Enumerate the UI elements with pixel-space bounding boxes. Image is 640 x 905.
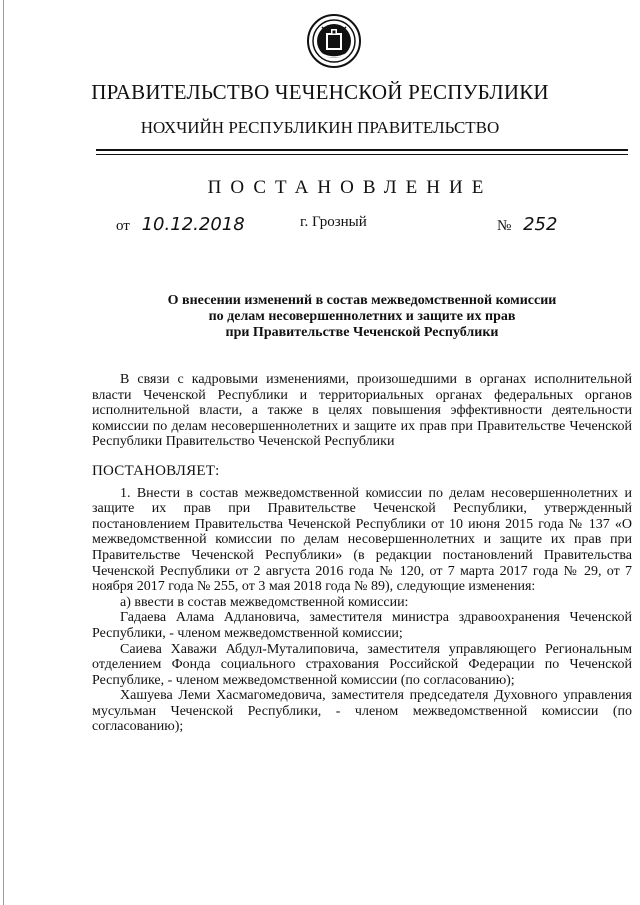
- heading-line-2: по делам несовершеннолетних и защите их прав: [208, 309, 516, 324]
- number-value: 252: [523, 214, 558, 235]
- coat-of-arms-icon: [306, 13, 362, 69]
- document-city: г. Грозный: [300, 214, 367, 230]
- date-value: 10.12.2018: [141, 214, 245, 235]
- heading-line-3: при Правительстве Чеченской Республики: [225, 325, 499, 340]
- number-label: №: [497, 218, 512, 234]
- preamble-paragraph: В связи с кадровыми изменениями, произошедшими в органах исполнительной власти Чеченской Республики и территориальных органах федеральных органов исполнительной власти, а также в целях повышения эффективности деятельности комиссии по делам несовершеннолетних и защите их прав при Правительстве Чеченской Республики Правительство Чеченской Республики: [92, 372, 632, 450]
- member-paragraph-2: Саиева Хаважи Абдул-Муталиповича, заместителя управляющего Региональным отделением Фонда социального страхования Российской Федерации по Чеченской Республике, - членом межведомственной комиссии (по согласованию);: [92, 641, 632, 688]
- heading-line-1: О внесении изменений в состав межведомственной комиссии: [167, 293, 557, 308]
- member-paragraph-3: Хашуева Леми Хасмагомедовича, заместителя председателя Духовного управления мусульман Чеченской Республики, - членом межведомственной комиссии (по согласованию);: [92, 688, 632, 735]
- document-type: ПОСТАНОВЛЕНИЕ: [207, 177, 493, 198]
- document-number: [497, 214, 557, 235]
- sub-item-a: а) ввести в состав межведомственной комиссии:: [120, 594, 409, 610]
- date-label: от: [116, 218, 130, 234]
- header-divider: [96, 149, 628, 151]
- resolve-heading: ПОСТАНОВЛЯЕТ:: [92, 462, 220, 479]
- document-date: [116, 214, 245, 235]
- resolution-items: [92, 486, 632, 736]
- document-heading: [96, 293, 628, 341]
- header-divider-thin: [96, 154, 628, 155]
- member-paragraph-1: Гадаева Алама Адлановича, заместителя министра здравоохранения Чеченской Республики, - членом межведомственной комиссии;: [92, 610, 632, 641]
- item-1-paragraph: 1. Внести в состав межведомственной комиссии по делам несовершеннолетних и защите их прав при Правительстве Чеченской Республики, утвержденный постановлением Правительства Чеченской Республики от 10 июня 2015 года № 137 «О межведомственной комиссии по делам несовершеннолетних и защите их прав при Правительстве Чеченской Республики» (в редакции постановлений Правительства Чеченской Республики от 2 августа 2016 года № 120, от 7 марта 2017 года № 29, от 7 ноября 2017 года № 255, от 3 мая 2018 года № 89), следующие изменения:: [92, 485, 632, 595]
- document-body: [92, 372, 632, 735]
- government-subtitle: НОХЧИЙН РЕСПУБЛИКИН ПРАВИТЕЛЬСТВО: [140, 118, 500, 137]
- government-title: ПРАВИТЕЛЬСТВО ЧЕЧЕНСКОЙ РЕСПУБЛИКИ: [91, 80, 549, 104]
